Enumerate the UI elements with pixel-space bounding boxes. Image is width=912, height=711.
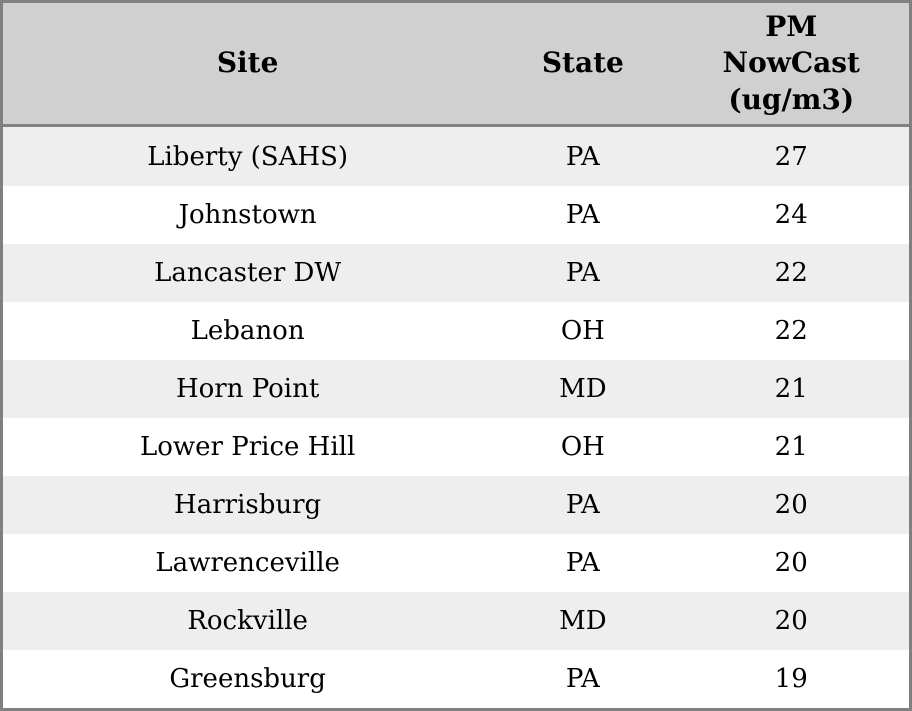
site-cell: Lower Price Hill: [139, 432, 356, 463]
column-header-state-label: State: [541, 46, 624, 80]
pm-cell: 24: [774, 200, 808, 231]
table-body: [3, 126, 909, 709]
pm-cell: 20: [774, 548, 808, 579]
pm-cell: 21: [774, 432, 808, 463]
column-header-state: [492, 3, 673, 126]
table-row: [3, 186, 909, 244]
pm-cell: 20: [774, 605, 808, 636]
state-cell: PA: [565, 258, 600, 289]
table-row: [3, 418, 909, 476]
header-row: [3, 3, 909, 126]
state-cell: OH: [560, 432, 605, 463]
site-cell: Lebanon: [190, 316, 305, 347]
state-cell: PA: [565, 490, 600, 521]
site-cell: Rockville: [187, 605, 308, 636]
state-cell: PA: [565, 548, 600, 579]
table-row: [3, 592, 909, 650]
table-row: [3, 476, 909, 534]
table-row: [3, 534, 909, 592]
site-cell: Greensburg: [169, 663, 326, 694]
table-row: [3, 302, 909, 360]
pm-cell: 20: [774, 490, 808, 521]
site-cell: Lancaster DW: [154, 258, 342, 289]
state-cell: PA: [565, 663, 600, 694]
state-cell: MD: [559, 605, 607, 636]
pm-cell: 22: [774, 316, 808, 347]
site-cell: Harrisburg: [174, 490, 322, 521]
state-cell: OH: [560, 316, 605, 347]
table-header: [3, 3, 909, 126]
column-header-pm-nowcast-label: PM NowCast (ug/m3): [722, 9, 860, 116]
pm-cell: 21: [774, 374, 808, 405]
table-row: [3, 360, 909, 418]
site-cell: Lawrenceville: [155, 548, 340, 579]
pm-cell: 22: [774, 258, 808, 289]
column-header-site: [3, 3, 492, 126]
pm-cell: 19: [774, 663, 808, 694]
site-cell: Johnstown: [178, 200, 317, 231]
table-row: [3, 650, 909, 708]
pm-cell: 27: [774, 141, 808, 172]
table-row: [3, 126, 909, 187]
column-header-site-label: Site: [216, 46, 279, 80]
table-row: [3, 244, 909, 302]
state-cell: MD: [559, 374, 607, 405]
column-header-pm-nowcast: [673, 3, 909, 126]
data-table: [3, 3, 909, 708]
state-cell: PA: [565, 141, 600, 172]
site-cell: Liberty (SAHS): [147, 141, 349, 172]
state-cell: PA: [565, 200, 600, 231]
site-cell: Horn Point: [175, 374, 320, 405]
